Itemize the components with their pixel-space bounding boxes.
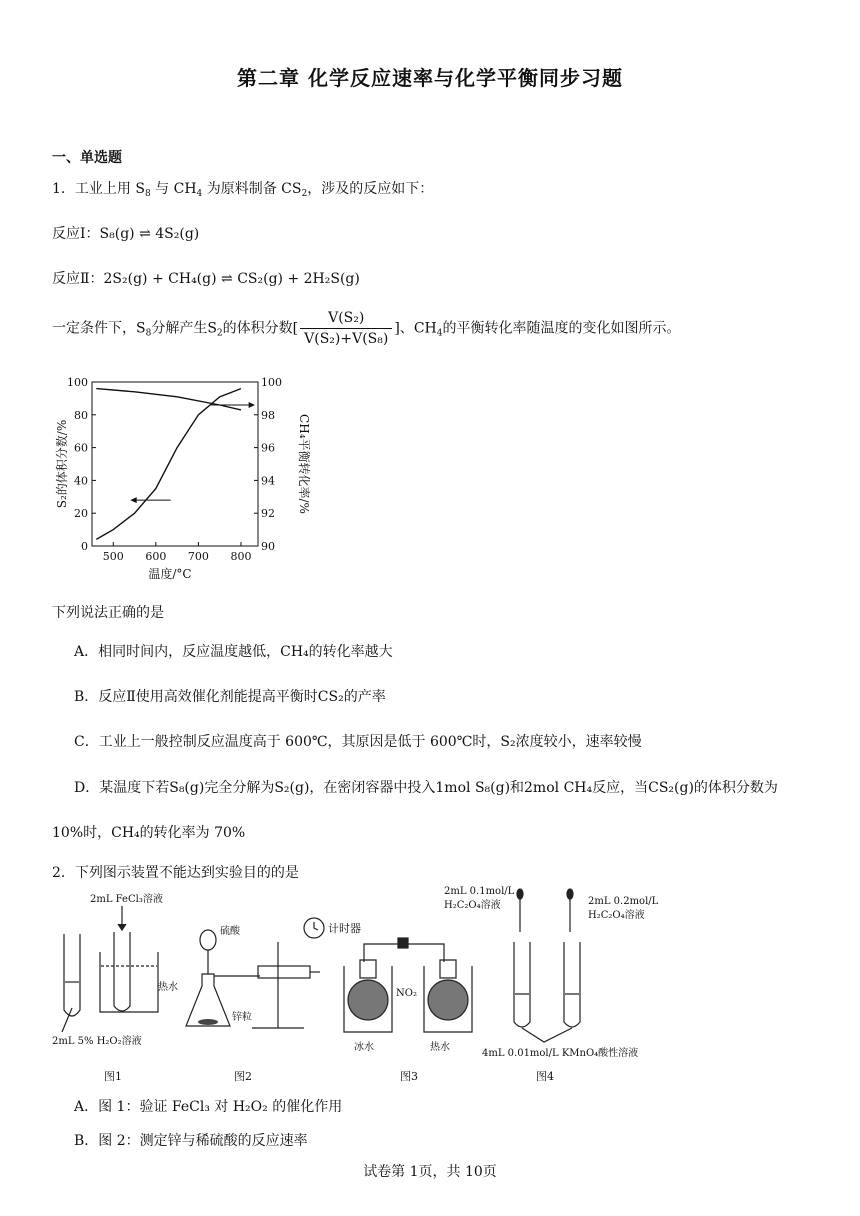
q1-option-c: C．工业上一般控制反应温度高于 600℃，其原因是低于 600℃时，S₂浓度较小，速率较慢 [74, 734, 642, 750]
y-right-tick-label: 98 [261, 408, 275, 422]
left-axis-arrowhead [130, 497, 136, 503]
svg-text:2mL 0.1mol/L: 2mL 0.1mol/L [444, 886, 515, 897]
figure-2 [186, 918, 361, 1083]
s2-volume-fraction-line [96, 389, 241, 540]
svg-text:热水: 热水 [430, 1042, 450, 1053]
ch4-conversion-line [96, 389, 241, 410]
s2-ch4-chart [52, 372, 312, 584]
svg-text:图1: 图1 [104, 1070, 122, 1083]
q2-stem: 2．下列图示装置不能达到实验目的的是 [52, 865, 299, 881]
q1-ask: 下列说法正确的是 [52, 605, 164, 621]
x-tick-label: 500 [102, 550, 124, 563]
svg-text:2mL 5% H₂O₂溶液: 2mL 5% H₂O₂溶液 [52, 1036, 142, 1047]
y-right-tick-label: 96 [261, 441, 275, 455]
y-left-tick-label: 80 [74, 408, 88, 422]
q2-apparatus-figure [52, 882, 692, 1087]
svg-text:计时器: 计时器 [328, 922, 361, 935]
svg-text:2mL 0.2mol/L: 2mL 0.2mol/L [588, 896, 659, 907]
page-title: 第二章 化学反应速率与化学平衡同步习题 [237, 66, 623, 90]
x-tick-label: 700 [187, 550, 209, 563]
y-right-axis-label: CH₄平衡转化率/% [297, 414, 311, 514]
svg-text:4mL 0.01mol/L KMnO₄酸性溶液: 4mL 0.01mol/L KMnO₄酸性溶液 [482, 1048, 639, 1059]
figure-1 [52, 892, 178, 1083]
q1-reaction-2: 反应Ⅱ：2S₂(g) + CH₄(g) ⇌ CS₂(g) + 2H₂S(g) [52, 271, 360, 287]
x-tick-label: 600 [145, 550, 167, 563]
y-left-tick-label: 100 [67, 376, 88, 389]
y-right-tick-label: 100 [261, 376, 282, 389]
y-left-tick-label: 20 [74, 507, 88, 521]
right-axis-arrowhead [249, 402, 255, 408]
q1-option-a: A．相同时间内，反应温度越低，CH₄的转化率越大 [74, 644, 393, 660]
figure-3 [344, 938, 472, 1083]
y-right-tick-label: 92 [261, 507, 275, 521]
svg-text:硫酸: 硫酸 [220, 926, 240, 937]
svg-text:热水: 热水 [158, 982, 178, 993]
y-left-tick-label: 60 [74, 441, 88, 455]
svg-text:H₂C₂O₄溶液: H₂C₂O₄溶液 [588, 910, 645, 921]
volume-fraction: $\frac{\text{V(S₂)}}{\text{V(S₂)+V(S₈)}}$ [300, 310, 392, 347]
y-right-tick-label: 94 [261, 474, 275, 488]
svg-text:图3: 图3 [400, 1070, 418, 1083]
q2-option-a: A．图 1：验证 FeCl₃ 对 H₂O₂ 的催化作用 [74, 1099, 343, 1115]
y-left-axis-label: S₂的体积分数/% [55, 419, 69, 509]
x-axis-label: 温度/°C [148, 567, 192, 581]
q1-stem: 1．工业上用 $S_8$ 与 $CH_4$ 为原料制备 $CS_2$，涉及的反应如下： [52, 181, 434, 199]
q2-option-b: B．图 2：测定锌与稀硫酸的反应速率 [74, 1133, 308, 1149]
q1-option-d: D．某温度下若S₈(g)完全分解为S₂(g)，在密闭容器中投入1mol S₈(g)和2mol CH₄反应，当CS₂(g)的体积分数为 [74, 780, 778, 796]
y-left-tick-label: 40 [74, 474, 88, 488]
svg-text:冰水: 冰水 [354, 1042, 374, 1053]
svg-text:2mL FeCl₃溶液: 2mL FeCl₃溶液 [90, 894, 163, 905]
svg-text:锌粒: 锌粒 [232, 1012, 252, 1023]
y-left-tick-label: 0 [81, 540, 88, 553]
x-tick-label: 800 [230, 550, 252, 563]
q1-condition: 一定条件下，$S_8$分解产生$S_2$的体积分数[ $\frac{\text{V(S₂)}}{\text{V(S₂)+V(S₈)}}$ ]、$CH_4$的平衡转化率随温度的变化如图所示。 [52, 310, 681, 347]
q1-option-d-cont: 10%时，CH₄的转化率为 70% [52, 825, 246, 841]
svg-text:图2: 图2 [234, 1070, 252, 1083]
chart-frame [92, 382, 258, 546]
section-heading: 一、单选题 [52, 150, 122, 166]
q1-option-b: B．反应Ⅱ使用高效催化剂能提高平衡时CS₂的产率 [74, 689, 386, 705]
figure-4 [444, 886, 659, 1083]
svg-text:图4: 图4 [536, 1070, 554, 1083]
svg-text:NO₂: NO₂ [396, 988, 417, 999]
page-footer: 试卷第 1页，共 10页 [363, 1164, 497, 1180]
y-right-tick-label: 90 [261, 540, 275, 553]
svg-text:H₂C₂O₄溶液: H₂C₂O₄溶液 [444, 900, 501, 911]
q1-reaction-1: 反应Ⅰ：S₈(g) ⇌ 4S₂(g) [52, 226, 200, 242]
